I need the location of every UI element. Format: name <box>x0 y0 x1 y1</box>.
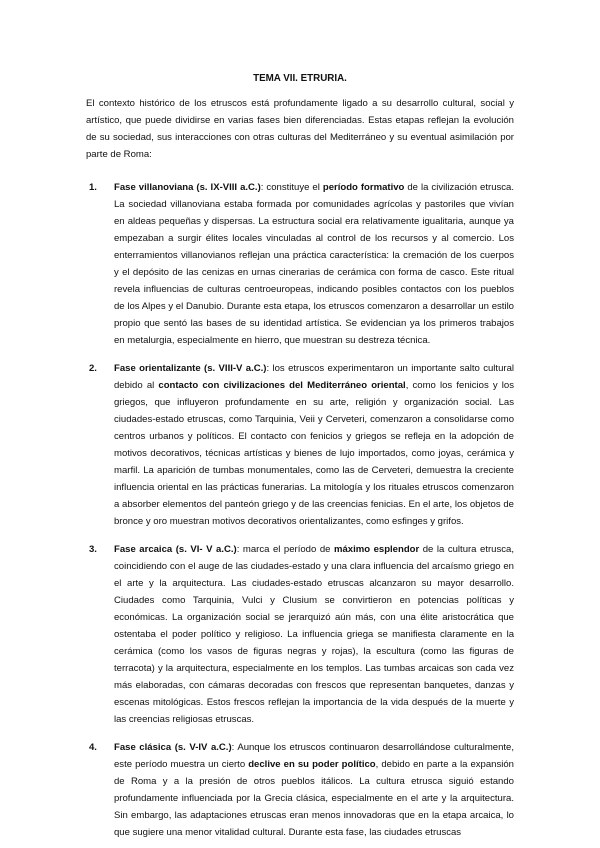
phase-highlight: máximo esplendor <box>333 544 420 555</box>
list-item <box>86 179 514 349</box>
list-number: 4. <box>89 742 97 753</box>
list-number: 3. <box>89 544 97 555</box>
phase-text: : Aunque los etruscos continuaron desarrollándose culturalmente, este período muestra un cierto <box>114 742 515 770</box>
list-number: 2. <box>89 363 97 374</box>
phase-name: Fase arcaica (s. VI- V a.C.) <box>114 544 237 555</box>
phase-highlight: contacto con civilizaciones del Mediterráneo oriental <box>158 380 406 391</box>
list-item <box>86 541 514 728</box>
phase-text: : marca el período de <box>236 544 334 555</box>
phase-name: Fase orientalizante (s. VIII-V a.C.) <box>114 363 267 374</box>
phase-list <box>86 179 514 841</box>
phase-text: , como los fenicios y los griegos, que influyeron profundamente en su arte, religión y organización social. Las ciudades-estado etruscas, como Tarquinia, Veii y Cerveteri, comenzaron a consolidarse como centros urbanos y políticos. El contacto con fenicios y griegos se refleja en la adopción de motivos decorativos, técnicas artísticas y bienes de lujo importados, como joyas, cerámica y marfil. La aparición de tumbas monumentales, como las de Cerveteri, demuestra la creciente influencia oriental en las prácticas funerarias. La mitología y los rituales etruscos comenzaron a absorber elementos del panteón griego y de las creencias fenicias. En el arte, los objetos de bronce y oro muestran motivos decorativos orientalizantes, como esfinges y grifos. <box>114 380 515 527</box>
phase-text: , debido en parte a la expansión de Roma y a la presión de otros pueblos itálicos. La cultura etrusca siguió estando profundamente influenciada por la Grecia clásica, especialmente en el arte y la arquitectura. Sin embargo, las adaptaciones etruscas eran menos innovadoras que en la etapa arcaica, lo que sugiere una menor vitalidad cultural. Durante esta fase, las ciudades etruscas <box>114 759 514 838</box>
phase-name: Fase clásica (s. V-IV a.C.) <box>114 742 232 753</box>
phase-text: de la cultura etrusca, coincidiendo con el auge de las ciudades-estado y una clara influencia del arcaísmo griego en el arte y la arquitectura. Las ciudades-estado etruscas alcanzaron su mayor desarrollo. Ciudades como Tarquinia, Vulci y Clusium se convirtieron en potencias políticas y económicas. La organización social se jerarquizó aún más, con una élite aristocrática que ostentaba el poder político y religioso. La influencia griega se manifiesta claramente en la cerámica (como los vasos de figuras negras y rojas), la escultura (como las figuras de terracota) y la arquitectura, especialmente en los templos. Las tumbas arcaicas son cada vez más elaboradas, con cámaras decoradas con frescos que representan banquetes, danzas y escenas mitológicas. Estos frescos reflejan la importancia de la vida después de la muerte y las creencias religiosas etruscas. <box>114 544 514 725</box>
list-item <box>86 739 514 841</box>
list-item-text <box>114 179 514 349</box>
phase-name: Fase villanoviana (s. IX-VIII a.C.) <box>114 182 261 193</box>
list-item <box>86 360 514 530</box>
phase-text: : constituye el <box>260 182 323 193</box>
intro-paragraph: El contexto histórico de los etruscos está profundamente ligado a su desarrollo cultural, social y artístico, que puede dividirse en varias fases bien diferenciadas. Estas etapas reflejan la evolución de su sociedad, sus interacciones con otras culturas del Mediterráneo y su eventual asimilación por parte de Roma: <box>86 98 514 160</box>
phase-highlight: período formativo <box>322 182 405 193</box>
phase-text: de la civilización etrusca. La sociedad villanoviana estaba formada por comunidades agrícolas y pastoriles que vivían en aldeas pequeñas y dispersas. La estructura social era relativamente igualitaria, aunque ya empezaban a surgir élites locales vinculadas al control de los recursos y al comercio. Los enterramientos villanovianos reflejan una práctica característica: la cremación de los cuerpos y el depósito de las cenizas en urnas cinerarias de cerámica con forma de casco. Este ritual revela influencias de culturas centroeuropeas, indicando posibles contactos con los pueblos de los Alpes y el Danubio. Durante esta etapa, los etruscos comenzaron a desarrollar un estilo propio que sentó las bases de su identidad artística. Se evidencian ya los primeros trabajos en metalurgia, especialmente en hierro, que muestran su destreza técnica. <box>114 182 515 346</box>
list-item-text <box>114 541 514 728</box>
list-item-text <box>114 739 514 841</box>
list-number: 1. <box>89 182 97 193</box>
page-title: TEMA VII. ETRURIA. <box>253 73 347 84</box>
phase-text: : los etruscos experimentaron un importante salto cultural debido al <box>114 363 514 391</box>
list-item-text <box>114 360 514 530</box>
phase-highlight: declive en su poder político <box>248 759 376 770</box>
